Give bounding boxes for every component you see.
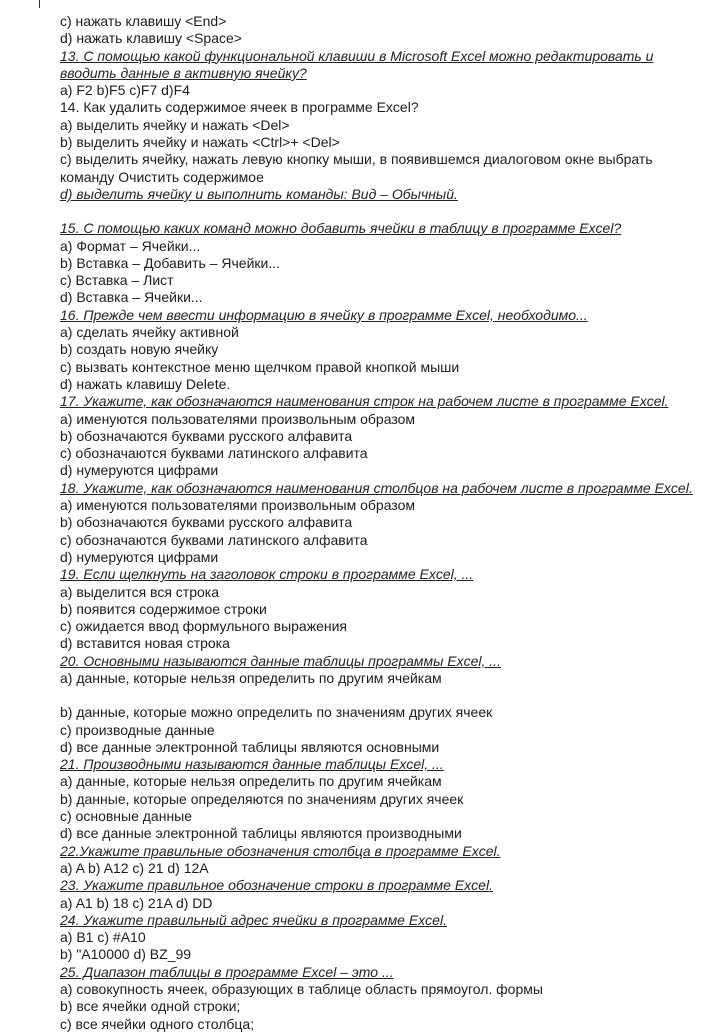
text-line: a) сделать ячейку активной	[60, 324, 239, 341]
question-line: 22.Укажите правильные обозначения столбца в программе Excel.	[60, 842, 501, 859]
text-line: a) именуются пользователями произвольным образом	[60, 497, 416, 514]
text-line: b) данные, которые определяются по значениям других ячеек	[60, 790, 464, 807]
text-line: a) F2 b)F5 c)F7 d)F4	[60, 82, 190, 99]
text-line: c) обозначаются буквами латинского алфавита	[60, 445, 368, 462]
text-line: c) производные данные	[60, 721, 215, 738]
text-line: b) данные, которые можно определить по значениям других ячеек	[60, 704, 493, 721]
text-line: a) Формат – Ячейки...	[60, 237, 201, 254]
question-line: 23. Укажите правильное обозначение строки в программе Excel.	[60, 877, 493, 894]
text-line: c) вызвать контекстное меню щелчком правой кнопкой мыши	[60, 358, 460, 375]
question-line: 25. Диапазон таблицы в программе Excel – это ...	[60, 963, 394, 980]
text-line: a) A1 b) 18 c) 21A d) DD	[60, 894, 213, 911]
question-line: 18. Укажите, как обозначаются наименования столбцов на рабочем листе в программе Excel.	[60, 479, 693, 496]
text-line: a) данные, которые нельзя определить по другим ячейкам	[60, 669, 442, 686]
text-line: d) нумеруются цифрами	[60, 462, 219, 479]
text-line: c) нажать клавишу <End>	[60, 13, 227, 29]
question-line: 16. Прежде чем ввести информацию в ячейку в программе Excel, необходимо...	[60, 306, 588, 323]
text-line: d) все данные электронной таблицы являются основными	[60, 738, 440, 755]
text-line: c) все ячейки одного столбца;	[60, 1015, 255, 1032]
question-line: 24. Укажите правильный адрес ячейки в программе Excel.	[60, 911, 447, 928]
text-line: c) выделить ячейку, нажать левую кнопку мыши, в появившемся диалоговом окне выбрать	[60, 151, 653, 168]
text-line: b) все ячейки одной строки;	[60, 998, 241, 1015]
text-line: c) обозначаются буквами латинского алфавита	[60, 531, 368, 548]
document-page	[60, 13, 720, 1033]
text-line: a) выделить ячейку и нажать <Del>	[60, 116, 290, 133]
text-line: a) именуются пользователями произвольным образом	[60, 410, 416, 427]
text-line: d) Вставка – Ячейки...	[60, 289, 203, 306]
text-line: a) совокупность ячеек, образующих в таблице область прямоугол. формы	[60, 981, 543, 998]
text-line: a) A b) A12 c) 21 d) 12A	[60, 859, 209, 876]
text-line: b) создать новую ячейку	[60, 341, 219, 358]
text-line: c) основные данные	[60, 808, 193, 825]
text-line: b) Вставка – Добавить – Ячейки...	[60, 254, 281, 271]
text-line: команду Очистить содержимое	[60, 168, 264, 185]
text-line: b) появится содержимое строки	[60, 600, 267, 617]
text-line: c) ожидается ввод формульного выражения	[60, 618, 347, 635]
page-corner-mark	[39, 0, 40, 8]
blank-line	[60, 203, 720, 220]
question-line: 20. Основными называются данные таблицы программы Excel, ...	[60, 652, 501, 669]
question-line: 21. Производными называются данные таблицы Excel, ...	[60, 756, 444, 773]
text-line: 14. Как удалить содержимое ячеек в программе Excel?	[60, 99, 419, 116]
question-line: 19. Если щелкнуть на заголовок строки в программе Excel, ...	[60, 566, 474, 583]
text-line: d) вставится новая строка	[60, 635, 230, 652]
text-line: d) нажать клавишу <Space>	[60, 30, 242, 47]
question-line: 15. С помощью каких команд можно добавить ячейки в таблицу в программе Excel?	[60, 220, 622, 237]
text-line: d) все данные электронной таблицы являются производными	[60, 825, 462, 842]
text-line: a) выделится вся строка	[60, 583, 219, 600]
question-line: вводить данные в активную ячейку?	[60, 64, 307, 81]
question-line: d) выделить ячейку и выполнить команды: Вид – Обычный.	[60, 185, 458, 202]
text-line: b) "A10000 d) BZ_99	[60, 946, 192, 963]
text-line: c) Вставка – Лист	[60, 272, 174, 289]
text-line: d) нумеруются цифрами	[60, 548, 219, 565]
text-line: d) нажать клавишу Delete.	[60, 375, 231, 392]
question-line: 17. Укажите, как обозначаются наименования строк на рабочем листе в программе Excel.	[60, 393, 669, 410]
text-line: b) выделить ячейку и нажать <Ctrl>+ <Del>	[60, 134, 340, 151]
blank-line	[60, 687, 720, 704]
text-line: a) B1 c) #A10	[60, 929, 146, 946]
text-line: b) обозначаются буквами русского алфавита	[60, 514, 353, 531]
text-line: b) обозначаются буквами русского алфавита	[60, 427, 353, 444]
text-line: a) данные, которые нельзя определить по другим ячейкам	[60, 773, 442, 790]
question-line: 13. С помощью какой функциональной клавиши в Microsoft Excel можно редактировать и	[60, 47, 654, 64]
